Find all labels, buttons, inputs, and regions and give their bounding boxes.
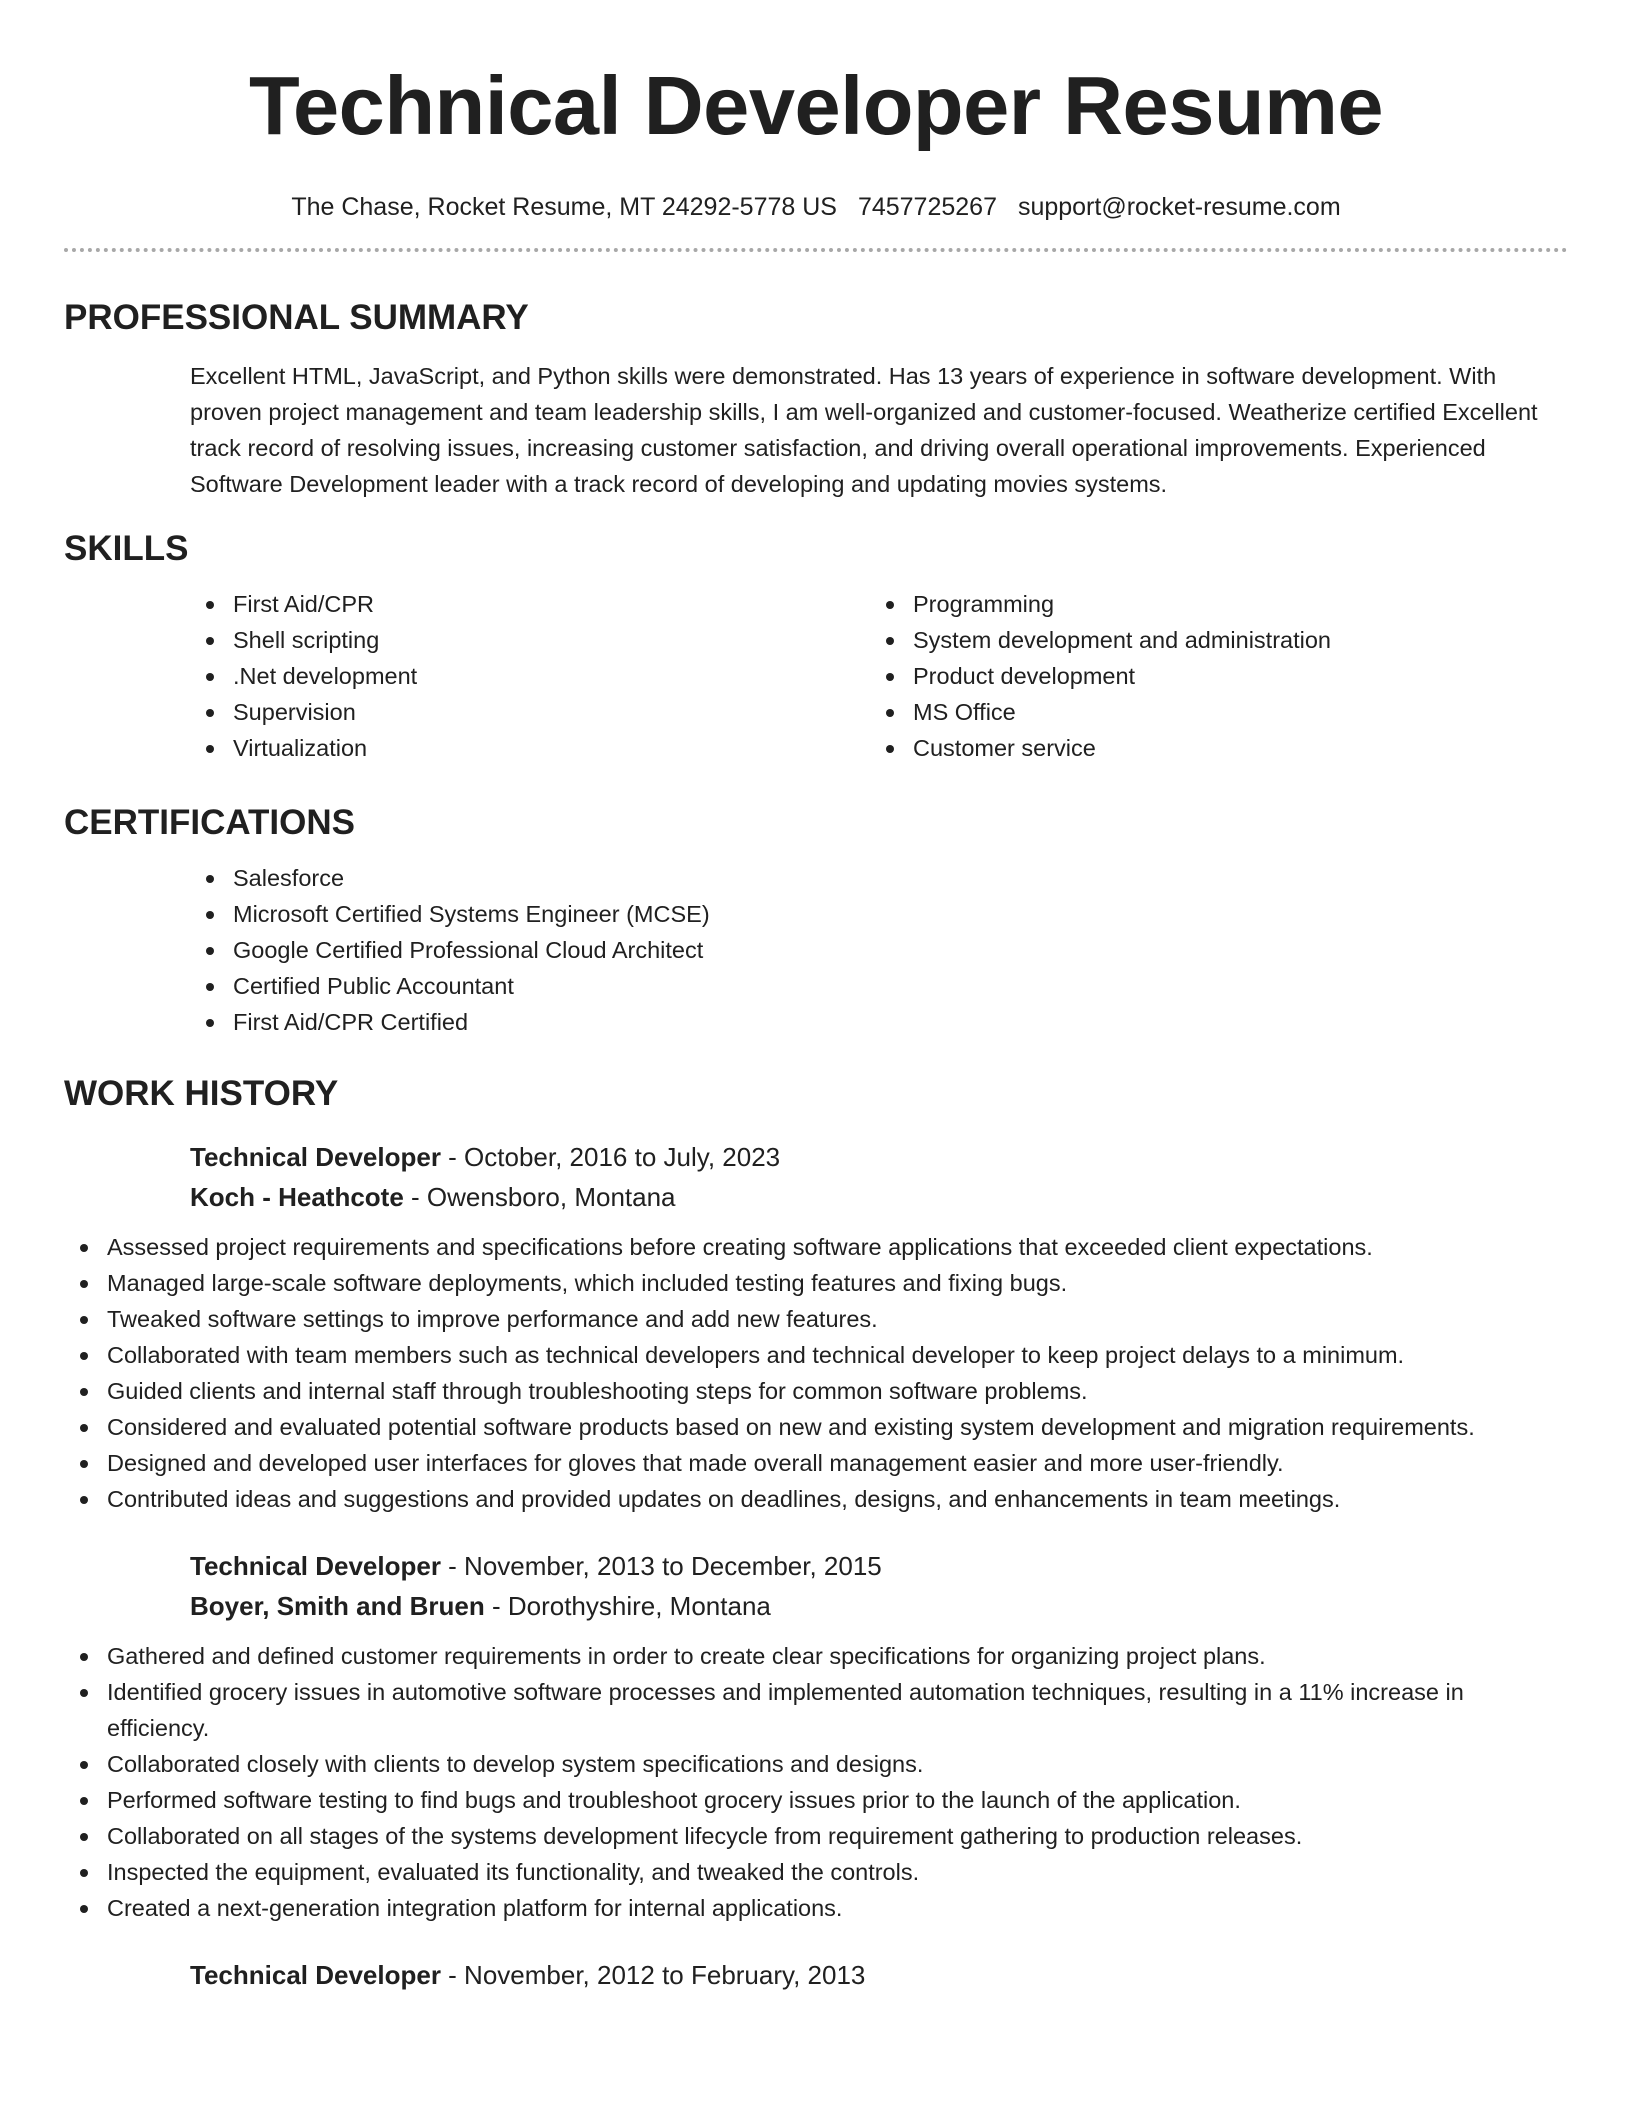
skill-item: System development and administration [870, 622, 1550, 658]
header-divider [64, 248, 1568, 252]
skill-item: Supervision [190, 694, 870, 730]
job-bullets [0, 1638, 1568, 1926]
skill-item: MS Office [870, 694, 1550, 730]
section-title-skills: SKILLS [64, 529, 189, 568]
certification-item: Google Certified Professional Cloud Architect [190, 932, 1568, 968]
job-bullet: Guided clients and internal staff through troubleshooting steps for common software problems. [64, 1373, 1568, 1409]
summary-text: Excellent HTML, JavaScript, and Python skills were demonstrated. Has 13 years of experience in software development. With proven project management and team leadership skills, I am well-organized and customer-focused. Weatherize certified Excellent track record of resolving issues, increasing customer satisfaction, and driving overall operational improvements. Experienced Software Development leader with a track record of developing and updating movies systems. [190, 363, 1538, 497]
skill-item: Customer service [870, 730, 1550, 766]
job-bullet: Created a next-generation integration platform for internal applications. [64, 1890, 1568, 1926]
job-location: - Owensboro, Montana [403, 1182, 676, 1212]
skills-list-left [190, 586, 870, 766]
job-bullet: Assessed project requirements and specifications before creating software applications that exceeded client expectations. [64, 1229, 1568, 1265]
contact-email: support@rocket-resume.com [1017, 193, 1341, 221]
certification-item: Salesforce [190, 860, 1568, 896]
job-dates: - November, 2013 to December, 2015 [440, 1551, 882, 1581]
job-bullet: Managed large-scale software deployments, which included testing features and fixing bugs. [64, 1265, 1568, 1301]
resume-title: Technical Developer Resume [248, 59, 1384, 152]
skill-item: Shell scripting [190, 622, 870, 658]
job-bullet: Designed and developed user interfaces for gloves that made overall management easier and more user-friendly. [64, 1445, 1568, 1481]
contact-line [64, 192, 1568, 222]
job-bullet: Collaborated closely with clients to develop system specifications and designs. [64, 1746, 1568, 1782]
skill-item: Virtualization [190, 730, 870, 766]
certification-item: Microsoft Certified Systems Engineer (MCSE) [190, 896, 1568, 932]
skills-list-right [870, 586, 1550, 766]
section-title-certifications: CERTIFICATIONS [64, 803, 356, 842]
section-title-work-history: WORK HISTORY [64, 1074, 339, 1113]
job-bullet: Performed software testing to find bugs and troubleshoot grocery issues prior to the launch of the application. [64, 1782, 1568, 1818]
job-role-line [190, 1955, 1568, 1995]
certification-item: First Aid/CPR Certified [190, 1004, 1568, 1040]
job-entry [190, 1546, 1568, 1626]
job-dates: - October, 2016 to July, 2023 [440, 1142, 781, 1172]
job-location: - Dorothyshire, Montana [484, 1591, 771, 1621]
job-company-line [190, 1177, 1568, 1217]
job-entry [190, 1137, 1568, 1217]
job-company: Koch - Heathcote [190, 1182, 404, 1212]
section-title-summary: PROFESSIONAL SUMMARY [64, 298, 529, 337]
job-bullet: Identified grocery issues in automotive software processes and implemented automation techniques, resulting in a 11% increase in efficiency. [64, 1674, 1568, 1746]
contact-address: The Chase, Rocket Resume, MT 24292-5778 US [291, 193, 837, 221]
job-dates: - November, 2012 to February, 2013 [440, 1960, 866, 1990]
job-bullet: Collaborated on all stages of the systems development lifecycle from requirement gathering to production releases. [64, 1818, 1568, 1854]
job-bullet: Gathered and defined customer requirements in order to create clear specifications for organizing project plans. [64, 1638, 1568, 1674]
contact-phone: 7457725267 [857, 193, 997, 221]
job-bullet: Considered and evaluated potential software products based on new and existing system development and migration requirements. [64, 1409, 1568, 1445]
job-role-line [190, 1546, 1568, 1586]
job-bullet: Contributed ideas and suggestions and provided updates on deadlines, designs, and enhancements in team meetings. [64, 1481, 1568, 1517]
job-role: Technical Developer [190, 1960, 441, 1990]
skill-item: .Net development [190, 658, 870, 694]
skill-item: First Aid/CPR [190, 586, 870, 622]
certifications-list [190, 860, 1568, 1040]
job-role-line [190, 1137, 1568, 1177]
skills-columns [190, 586, 1568, 766]
job-bullet: Tweaked software settings to improve performance and add new features. [64, 1301, 1568, 1337]
certification-item: Certified Public Accountant [190, 968, 1568, 1004]
job-bullet: Inspected the equipment, evaluated its functionality, and tweaked the controls. [64, 1854, 1568, 1890]
job-role: Technical Developer [190, 1142, 441, 1172]
job-company-line [190, 1586, 1568, 1626]
job-bullets [0, 1229, 1568, 1517]
job-bullet: Collaborated with team members such as technical developers and technical developer to keep project delays to a minimum. [64, 1337, 1568, 1373]
job-role: Technical Developer [190, 1551, 441, 1581]
job-entry [190, 1955, 1568, 1995]
skill-item: Product development [870, 658, 1550, 694]
job-company: Boyer, Smith and Bruen [190, 1591, 485, 1621]
skill-item: Programming [870, 586, 1550, 622]
